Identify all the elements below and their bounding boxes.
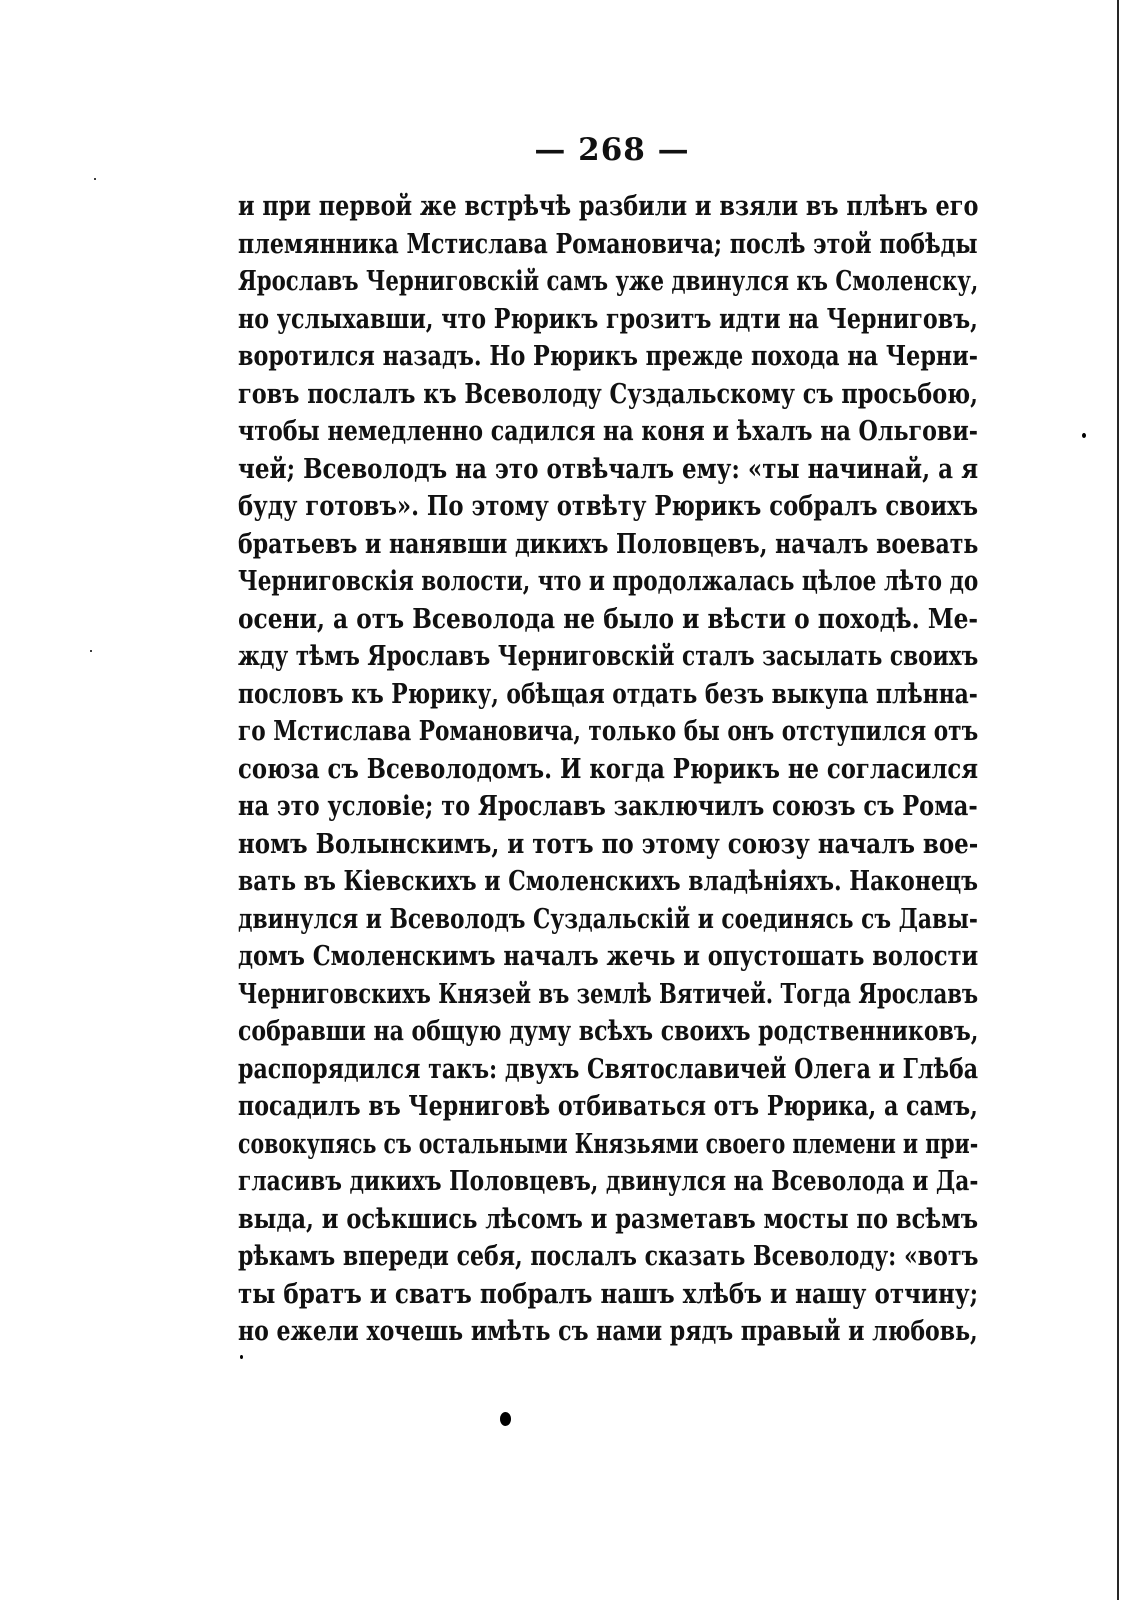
- text-line: Черниговскихъ Князей въ землѣ Вятичей. Тогда Ярославъ: [238, 978, 979, 1010]
- text-line: братьевъ и нанявши дикихъ Половцевъ, началъ воевать: [238, 528, 979, 560]
- text-line: совокупясь съ остальными Князьями своего племени и при-: [238, 1128, 979, 1160]
- text-line: ты братъ и сватъ побралъ нашъ хлѣбъ и нашу отчину;: [238, 1278, 979, 1310]
- text-line: рѣкамъ впереди себя, послалъ сказать Всеволоду: «вотъ: [238, 1241, 979, 1272]
- text-line: выда, и осѣкшись лѣсомъ и разметавъ мосты по всѣмъ: [238, 1203, 979, 1235]
- text-line: но ежели хочешь имѣть съ нами рядъ правый и любовь,: [238, 1316, 978, 1347]
- text-line: посадилъ въ Черниговѣ отбиваться отъ Рюрика, а самъ,: [238, 1091, 978, 1122]
- text-line: гласивъ дикихъ Половцевъ, двинулся на Всеволода и Да-: [238, 1166, 979, 1197]
- text-line: собравши на общую думу всѣхъ своихъ родственниковъ,: [238, 1016, 979, 1047]
- text-line: Черниговскія волости, что и продолжалась цѣлое лѣто до: [238, 566, 979, 597]
- ink-speck: [90, 650, 92, 652]
- ink-speck: [94, 178, 96, 180]
- page-number: — 268 —: [534, 132, 690, 168]
- text-line: но услыхавши, что Рюрикъ грозитъ идти на Черниговъ,: [238, 303, 978, 335]
- text-line: союза съ Всеволодомъ. И когда Рюрикъ не согласился: [238, 753, 979, 785]
- text-line: вать въ Кіевскихъ и Смоленскихъ владѣніяхъ. Наконецъ: [238, 866, 979, 897]
- text-line: племянника Мстислава Романовича; послѣ этой побѣды: [238, 228, 978, 260]
- text-line: на это условіе; то Ярославъ заключилъ союзъ съ Рома-: [238, 791, 978, 822]
- text-line: воротился назадъ. Но Рюрикъ прежде похода на Черни-: [238, 341, 978, 372]
- body-text: [238, 188, 978, 1351]
- ink-speck: [240, 1355, 243, 1359]
- ink-speck: [500, 1412, 511, 1426]
- text-line: распорядился такъ: двухъ Святославичей Олега и Глѣба: [238, 1053, 979, 1085]
- text-line: чтобы немедленно садился на коня и ѣхалъ на Ольгови-: [238, 416, 978, 447]
- text-line: осени, а отъ Всеволода не было и вѣсти о походѣ. Ме-: [238, 603, 979, 635]
- text-line: го Мстислава Романовича, только бы онъ отступился отъ: [238, 716, 979, 747]
- text-line: Ярославъ Черниговскій самъ уже двинулся къ Смоленску,: [238, 266, 979, 297]
- text-line: домъ Смоленскимъ началъ жечь и опустошать волости: [238, 941, 979, 972]
- text-line: пословъ къ Рюрику, обѣщая отдать безъ выкупа плѣнна-: [238, 678, 978, 710]
- text-line: чей; Всеволодъ на это отвѣчалъ ему: «ты начинай, а я: [238, 453, 979, 485]
- text-line: говъ послалъ къ Всеволоду Суздальскому съ просьбою,: [238, 378, 978, 410]
- ink-speck: [1082, 433, 1086, 438]
- text-line: буду готовъ». По этому отвѣту Рюрикъ собралъ своихъ: [238, 491, 979, 522]
- text-line: и при первой же встрѣчѣ разбили и взяли въ плѣнъ его: [238, 191, 979, 222]
- text-line: жду тѣмъ Ярославъ Черниговскій сталъ засылать своихъ: [238, 641, 979, 672]
- text-line: номъ Волынскимъ, и тотъ по этому союзу началъ вое-: [238, 828, 979, 860]
- text-line: двинулся и Всеволодъ Суздальскій и соединясь съ Давы-: [238, 903, 978, 935]
- page-edge-line: [1117, 0, 1119, 1600]
